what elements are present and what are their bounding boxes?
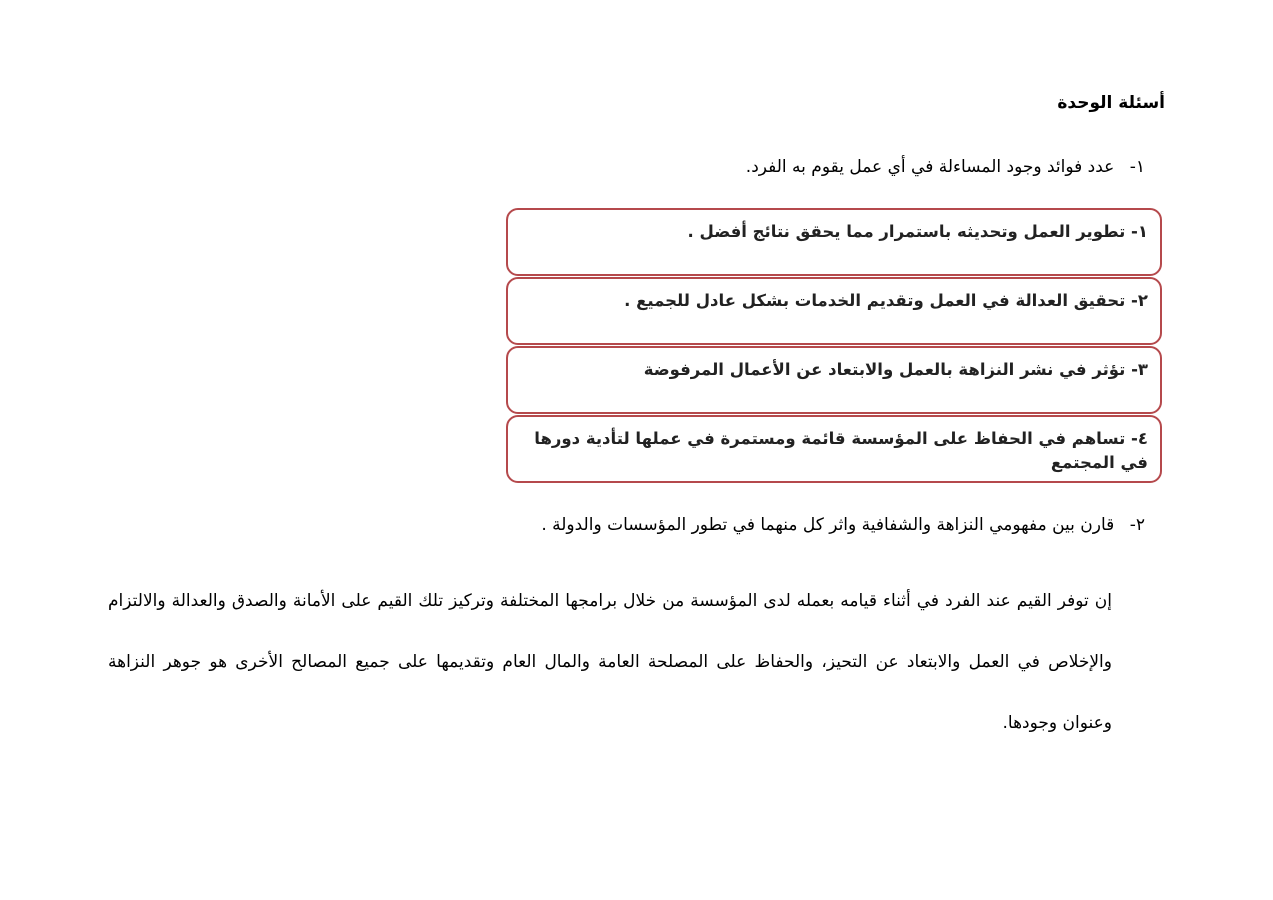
answer-box-3: ٣- تؤثر في نشر النزاهة بالعمل والابتعاد عن الأعمال المرفوضة bbox=[506, 346, 1162, 414]
answer-paragraph: إن توفر القيم عند الفرد في أثناء قيامه بعمله لدى المؤسسة من خلال برامجها المختلفة وتركيز تلك القيم على الأمانة والصدق والعدالة والالتزام والإخلاص في العمل والابتعاد عن التحيز، والحفاظ على المصلحة العامة والمال العام وتقديمها على جميع المصالح الأخرى هو جوهر النزاهة وعنوان وجودها. bbox=[108, 591, 1112, 733]
answer-box-4: ٤- تساهم في الحفاظ على المؤسسة قائمة ومستمرة في عملها لتأدية دورها في المجتمع bbox=[506, 415, 1162, 483]
question-2-text: قارن بين مفهومي النزاهة والشفافية واثر كل منهما في تطور المؤسسات والدولة . bbox=[541, 515, 1115, 535]
answer-box-1: ١- تطوير العمل وتحديثه باستمرار مما يحقق نتائج أفضل . bbox=[506, 208, 1162, 276]
question-1 bbox=[746, 157, 1145, 177]
answer-box-2: ٢- تحقيق العدالة في العمل وتقديم الخدمات بشكل عادل للجميع . bbox=[506, 277, 1162, 345]
question-1-text: عدد فوائد وجود المساءلة في أي عمل يقوم به الفرد. bbox=[745, 157, 1115, 177]
question-1-number: ١- bbox=[1129, 157, 1145, 177]
question-2 bbox=[541, 515, 1145, 535]
question-2-number: ٢- bbox=[1129, 515, 1145, 535]
question-1-answers bbox=[506, 208, 1162, 483]
unit-title: أسئلة الوحدة bbox=[1057, 93, 1165, 113]
